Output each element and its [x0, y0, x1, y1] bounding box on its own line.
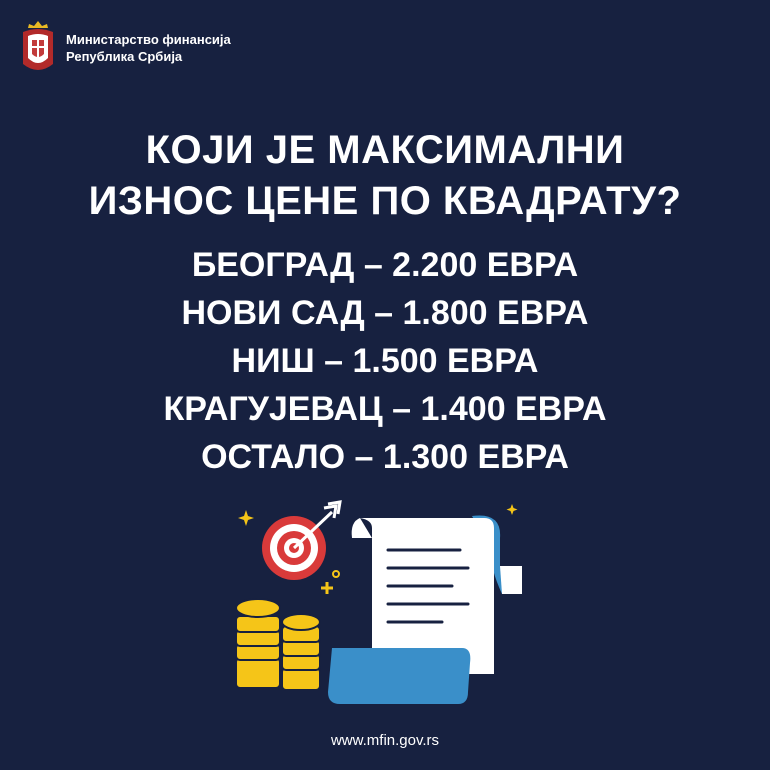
price-list [0, 241, 770, 481]
price-item-nis: НИШ – 1.500 ЕВРА [231, 342, 539, 380]
document-scroll-icon [328, 515, 522, 704]
coins-icon [236, 599, 320, 690]
ministry-name [66, 31, 231, 65]
headline [0, 125, 770, 227]
price-item-kragujevac: КРАГУЈЕВАЦ – 1.400 ЕВРА [163, 390, 607, 428]
price-item-novi-sad: НОВИ САД – 1.800 ЕВРА [181, 294, 589, 332]
price-item-other: ОСТАЛО – 1.300 ЕВРА [201, 438, 569, 476]
serbian-coat-of-arms-icon [20, 18, 56, 78]
website-url[interactable]: www.mfin.gov.rs [330, 732, 440, 749]
headline-line-1: КОЈИ ЈЕ МАКСИМАЛНИ [145, 128, 625, 172]
finance-illustration [232, 498, 532, 704]
price-item-belgrade: БЕОГРАД – 2.200 ЕВРА [191, 246, 579, 284]
ministry-line-1: Министарство финансија [66, 32, 231, 47]
ministry-line-2: Република Србија [66, 49, 183, 64]
ministry-header [20, 18, 231, 78]
headline-line-2: ИЗНОС ЦЕНЕ ПО КВАДРАТУ? [88, 179, 682, 223]
